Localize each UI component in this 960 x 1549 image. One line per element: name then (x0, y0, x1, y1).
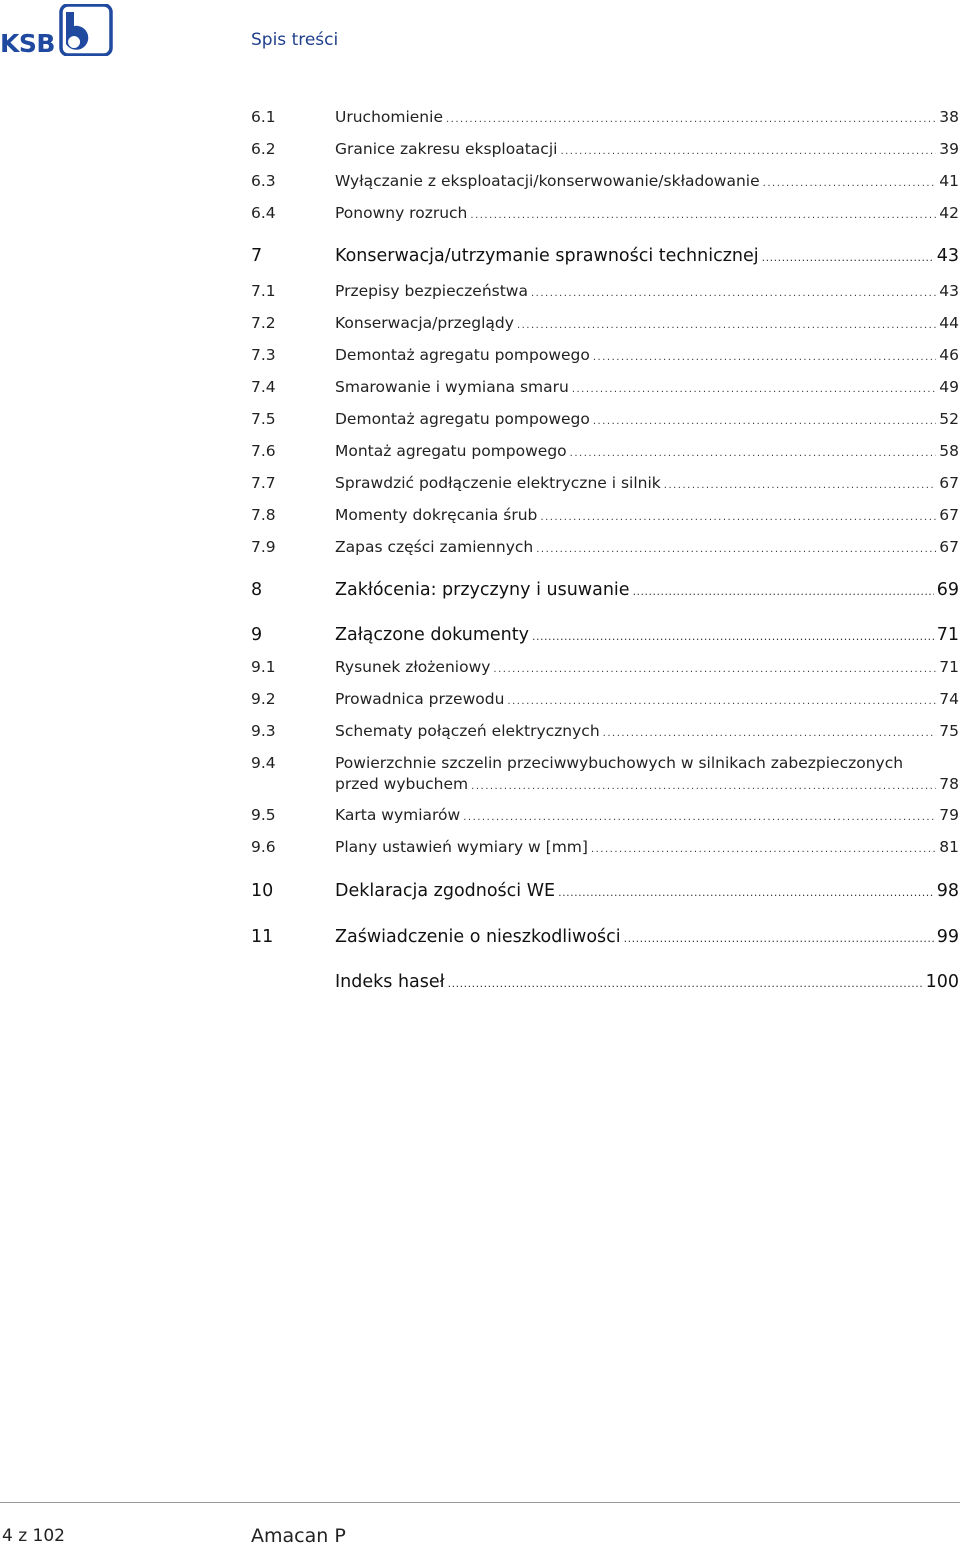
toc-entry-title: Schematy połączeń elektrycznych (335, 722, 600, 740)
toc-entry-page: 44 (939, 314, 959, 332)
toc-entry-page: 67 (939, 506, 959, 524)
toc-entry-body (335, 474, 959, 492)
toc-entry-title: Wyłączanie z eksploatacji/konserwowanie/składowanie (335, 172, 760, 190)
toc-entry-page: 58 (939, 442, 959, 460)
toc-entry-title: Smarowanie i wymiana smaru (335, 378, 569, 396)
toc-entry-title: Powierzchnie szczelin przeciwwybuchowych w silnikach zabezpieczonych (335, 754, 904, 772)
toc-entry-body (335, 580, 959, 600)
toc-entry-page: 38 (939, 108, 959, 126)
toc-entry-body (335, 314, 959, 332)
toc-entry-body (335, 140, 959, 158)
toc-entry-title: Granice zakresu eksploatacji (335, 140, 558, 158)
toc-entry-title: Demontaż agregatu pompowego (335, 346, 590, 364)
toc-entry-body (335, 754, 959, 793)
toc-entry-body (335, 972, 959, 992)
toc-entry-body (335, 246, 959, 266)
dot-leader (493, 664, 936, 675)
toc-entry-page: 39 (939, 140, 959, 158)
dot-leader (763, 178, 937, 189)
toc-entry-number: 8 (251, 580, 263, 600)
toc-entry-title: Demontaż agregatu pompowego (335, 410, 590, 428)
toc-entry-title: Przepisy bezpieczeństwa (335, 282, 528, 300)
dot-leader (463, 812, 936, 823)
toc-entry-number: 7.4 (251, 378, 276, 396)
toc-entry-title: Indeks haseł (335, 972, 445, 992)
toc-entry-body (335, 881, 959, 901)
toc-entry-number: 6.1 (251, 108, 276, 126)
toc-entry-number: 7.9 (251, 538, 276, 556)
dot-leader (572, 384, 936, 395)
toc-entry-number: 7.2 (251, 314, 276, 332)
page-indicator: 4 z 102 (2, 1526, 65, 1546)
dot-leader (624, 932, 934, 945)
toc-entry-body (335, 838, 959, 856)
toc-entry-number: 9.1 (251, 658, 276, 676)
toc-entry-body (335, 346, 959, 364)
toc-entry-title: Uruchomienie (335, 108, 443, 126)
toc-entry-page: 99 (936, 927, 959, 947)
dot-leader (591, 844, 936, 855)
toc-entry-page: 71 (936, 625, 959, 645)
footer-divider (0, 1502, 960, 1503)
toc-entry-title: Konserwacja/utrzymanie sprawności technicznej (335, 246, 759, 266)
dot-leader (570, 448, 937, 459)
ksb-logo (0, 4, 116, 56)
toc-entry-number: 9.5 (251, 806, 276, 824)
toc-entry-title: Karta wymiarów (335, 806, 461, 824)
toc-entry-title: Prowadnica przewodu (335, 690, 505, 708)
toc-entry-title: Momenty dokręcania śrub (335, 506, 538, 524)
toc-entry-page: 69 (936, 580, 959, 600)
dot-leader (633, 585, 934, 598)
toc-entry-number: 7.1 (251, 282, 276, 300)
toc-entry-number: 11 (251, 927, 274, 947)
dot-leader (540, 512, 936, 523)
toc-entry-body (335, 378, 959, 396)
toc-entry-page: 74 (939, 690, 959, 708)
toc-entry-number: 7.3 (251, 346, 276, 364)
toc-entry-number: 9.2 (251, 690, 276, 708)
dot-leader (446, 114, 936, 125)
toc-entry-page: 52 (939, 410, 959, 428)
toc-entry-page: 49 (939, 378, 959, 396)
toc-entry-body (335, 410, 959, 428)
toc-entry-page: 81 (939, 838, 959, 856)
toc-entry-title: Zaświadczenie o nieszkodliwości (335, 927, 621, 947)
toc-entry-number: 9 (251, 625, 263, 645)
toc-entry-number: 7.5 (251, 410, 276, 428)
toc-entry-body (335, 690, 959, 708)
toc-entry-number: 9.6 (251, 838, 276, 856)
toc-entry-title: Plany ustawień wymiary w [mm] (335, 838, 588, 856)
toc-entry-page: 43 (939, 282, 959, 300)
toc-entry-title: Sprawdzić podłączenie elektryczne i silnik (335, 474, 661, 492)
toc-entry-title-continued: przed wybuchem (335, 775, 469, 793)
toc-entry-page: 75 (939, 722, 959, 740)
dot-leader (448, 977, 923, 990)
product-name: Amacan P (251, 1525, 346, 1547)
toc-entry-body (335, 108, 959, 126)
toc-entry-page: 42 (939, 204, 959, 222)
dot-leader (560, 146, 936, 157)
toc-entry-title: Załączone dokumenty (335, 625, 529, 645)
toc-entry-title: Montaż agregatu pompowego (335, 442, 567, 460)
toc-entry-page: 98 (936, 881, 959, 901)
toc-entry-body (335, 442, 959, 460)
toc-entry-body (335, 927, 959, 947)
toc-entry-page: 67 (939, 538, 959, 556)
dot-leader (558, 886, 934, 899)
toc-entry-title: Ponowny rozruch (335, 204, 468, 222)
toc-entry-number: 7.8 (251, 506, 276, 524)
toc-entry-number: 9.4 (251, 754, 276, 772)
dot-leader (531, 288, 936, 299)
dot-leader (664, 480, 937, 491)
toc-entry-body (335, 538, 959, 556)
toc-entry-page: 100 (925, 972, 959, 992)
toc-entry-page: 78 (939, 775, 959, 793)
toc-entry-body (335, 172, 959, 190)
toc-entry-title: Zapas części zamiennych (335, 538, 534, 556)
svg-text:KSB: KSB (0, 29, 55, 56)
dot-leader (762, 251, 934, 264)
toc-entry-body (335, 722, 959, 740)
toc-entry-number: 7.6 (251, 442, 276, 460)
dot-leader (593, 416, 936, 427)
toc-entry-body (335, 625, 959, 645)
toc-entry-number: 6.3 (251, 172, 276, 190)
toc-entry-number: 6.2 (251, 140, 276, 158)
toc-entry-title: Rysunek złożeniowy (335, 658, 491, 676)
dot-leader (471, 781, 936, 792)
toc-entry-page: 67 (939, 474, 959, 492)
dot-leader (536, 544, 936, 555)
toc-entry-title: Konserwacja/przeglądy (335, 314, 514, 332)
toc-entry-page: 46 (939, 346, 959, 364)
toc-entry-number: 7 (251, 246, 263, 266)
page-header (0, 0, 960, 70)
toc-entry-page: 43 (936, 246, 959, 266)
dot-leader (517, 320, 936, 331)
toc-entry-number: 10 (251, 881, 274, 901)
dot-leader (507, 696, 936, 707)
toc-entry-number: 7.7 (251, 474, 276, 492)
toc-entry-page: 41 (939, 172, 959, 190)
dot-leader (470, 210, 936, 221)
toc-entry-page: 71 (939, 658, 959, 676)
toc-entry-body (335, 506, 959, 524)
dot-leader (603, 728, 937, 739)
toc-entry-number: 9.3 (251, 722, 276, 740)
toc-entry-body (335, 658, 959, 676)
toc-entry-number: 6.4 (251, 204, 276, 222)
toc-entry-body (335, 204, 959, 222)
toc-entry-body (335, 806, 959, 824)
dot-leader (593, 352, 936, 363)
toc-entry-body (335, 282, 959, 300)
toc-entry-page: 79 (939, 806, 959, 824)
section-title: Spis treści (251, 30, 339, 50)
toc-entry-title: Zakłócenia: przyczyny i usuwanie (335, 580, 630, 600)
toc-entry-title: Deklaracja zgodności WE (335, 881, 556, 901)
dot-leader (532, 630, 934, 643)
